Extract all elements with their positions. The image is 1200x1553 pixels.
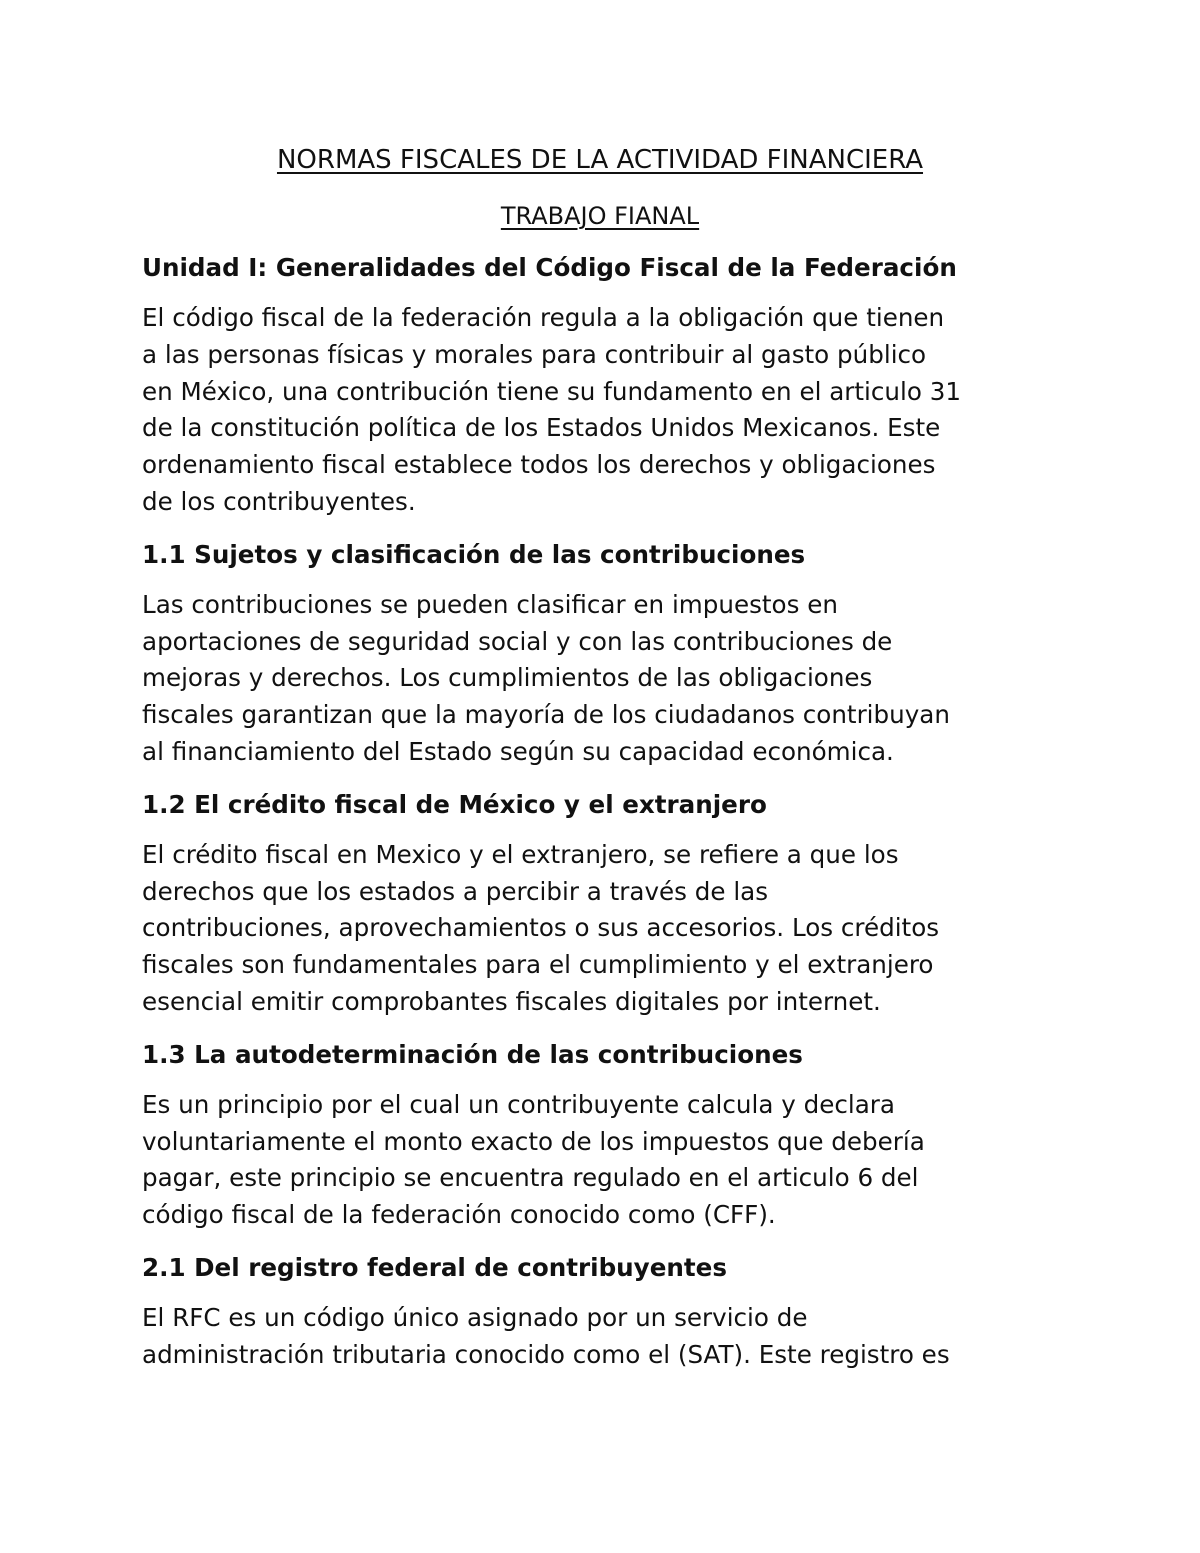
document-body [142, 248, 1062, 1388]
document-subtitle: TRABAJO FIANAL [500, 202, 700, 230]
paragraph-line: esencial emitir comprobantes fiscales digitales por internet. [142, 986, 881, 1016]
paragraph-line: El código fiscal de la federación regula a la obligación que tienen [142, 303, 945, 332]
paragraph-line: fiscales garantizan que la mayoría de los ciudadanos contribuyan [142, 700, 950, 730]
section-heading: 2.1 Del registro federal de contribuyentes [142, 1252, 727, 1282]
paragraph-line: en México, una contribución tiene su fundamento en el articulo 31 [142, 376, 961, 406]
section-heading: Unidad I: Generalidades del Código Fiscal de la Federación [142, 253, 957, 282]
paragraph-line: al financiamiento del Estado según su capacidad económica. [142, 736, 894, 766]
paragraph-line: Es un principio por el cual un contribuyente calcula y declara [142, 1089, 895, 1119]
section-paragraph [142, 1087, 1062, 1234]
section-paragraph [142, 1300, 1062, 1374]
paragraph-line: voluntariamente el monto exacto de los impuestos que debería [142, 1126, 925, 1156]
paragraph-line: Las contribuciones se pueden clasificar en impuestos en [142, 589, 838, 619]
section-1-2 [142, 785, 1062, 1021]
paragraph-line: derechos que los estados a percibir a través de las [142, 876, 769, 906]
paragraph-line: de la constitución política de los Estados Unidos Mexicanos. Este [142, 413, 941, 443]
paragraph-line: fiscales son fundamentales para el cumplimiento y el extranjero [142, 950, 934, 980]
section-paragraph [142, 300, 1062, 521]
paragraph-line: pagar, este principio se encuentra regulado en el articulo 6 del [142, 1163, 919, 1193]
section-1-1 [142, 535, 1062, 771]
section-heading: 1.3 La autodeterminación de las contribuciones [142, 1039, 803, 1069]
section-1-3 [142, 1035, 1062, 1234]
section-heading: 1.2 El crédito fiscal de México y el extranjero [142, 789, 767, 819]
paragraph-line: aportaciones de seguridad social y con las contribuciones de [142, 626, 893, 656]
paragraph-line: ordenamiento fiscal establece todos los derechos y obligaciones [142, 450, 936, 480]
section-heading: 1.1 Sujetos y clasificación de las contribuciones [142, 539, 806, 569]
paragraph-line: código fiscal de la federación conocido como (CFF). [142, 1200, 776, 1230]
section-unidad-1 [142, 248, 1062, 521]
section-2-1 [142, 1248, 1062, 1374]
paragraph-line: administración tributaria conocido como el (SAT). Este registro es [142, 1339, 950, 1369]
section-paragraph [142, 837, 1062, 1021]
document-title: NORMAS FISCALES DE LA ACTIVIDAD FINANCIERA [276, 145, 924, 175]
paragraph-line: El crédito fiscal en Mexico y el extranjero, se refiere a que los [142, 839, 899, 869]
paragraph-line: El RFC es un código único asignado por un servicio de [142, 1302, 808, 1332]
paragraph-line: a las personas físicas y morales para contribuir al gasto público [142, 339, 927, 369]
section-paragraph [142, 587, 1062, 771]
paragraph-line: mejoras y derechos. Los cumplimientos de las obligaciones [142, 663, 873, 693]
paragraph-line: de los contribuyentes. [142, 486, 416, 516]
paragraph-line: contribuciones, aprovechamientos o sus accesorios. Los créditos [142, 913, 940, 943]
